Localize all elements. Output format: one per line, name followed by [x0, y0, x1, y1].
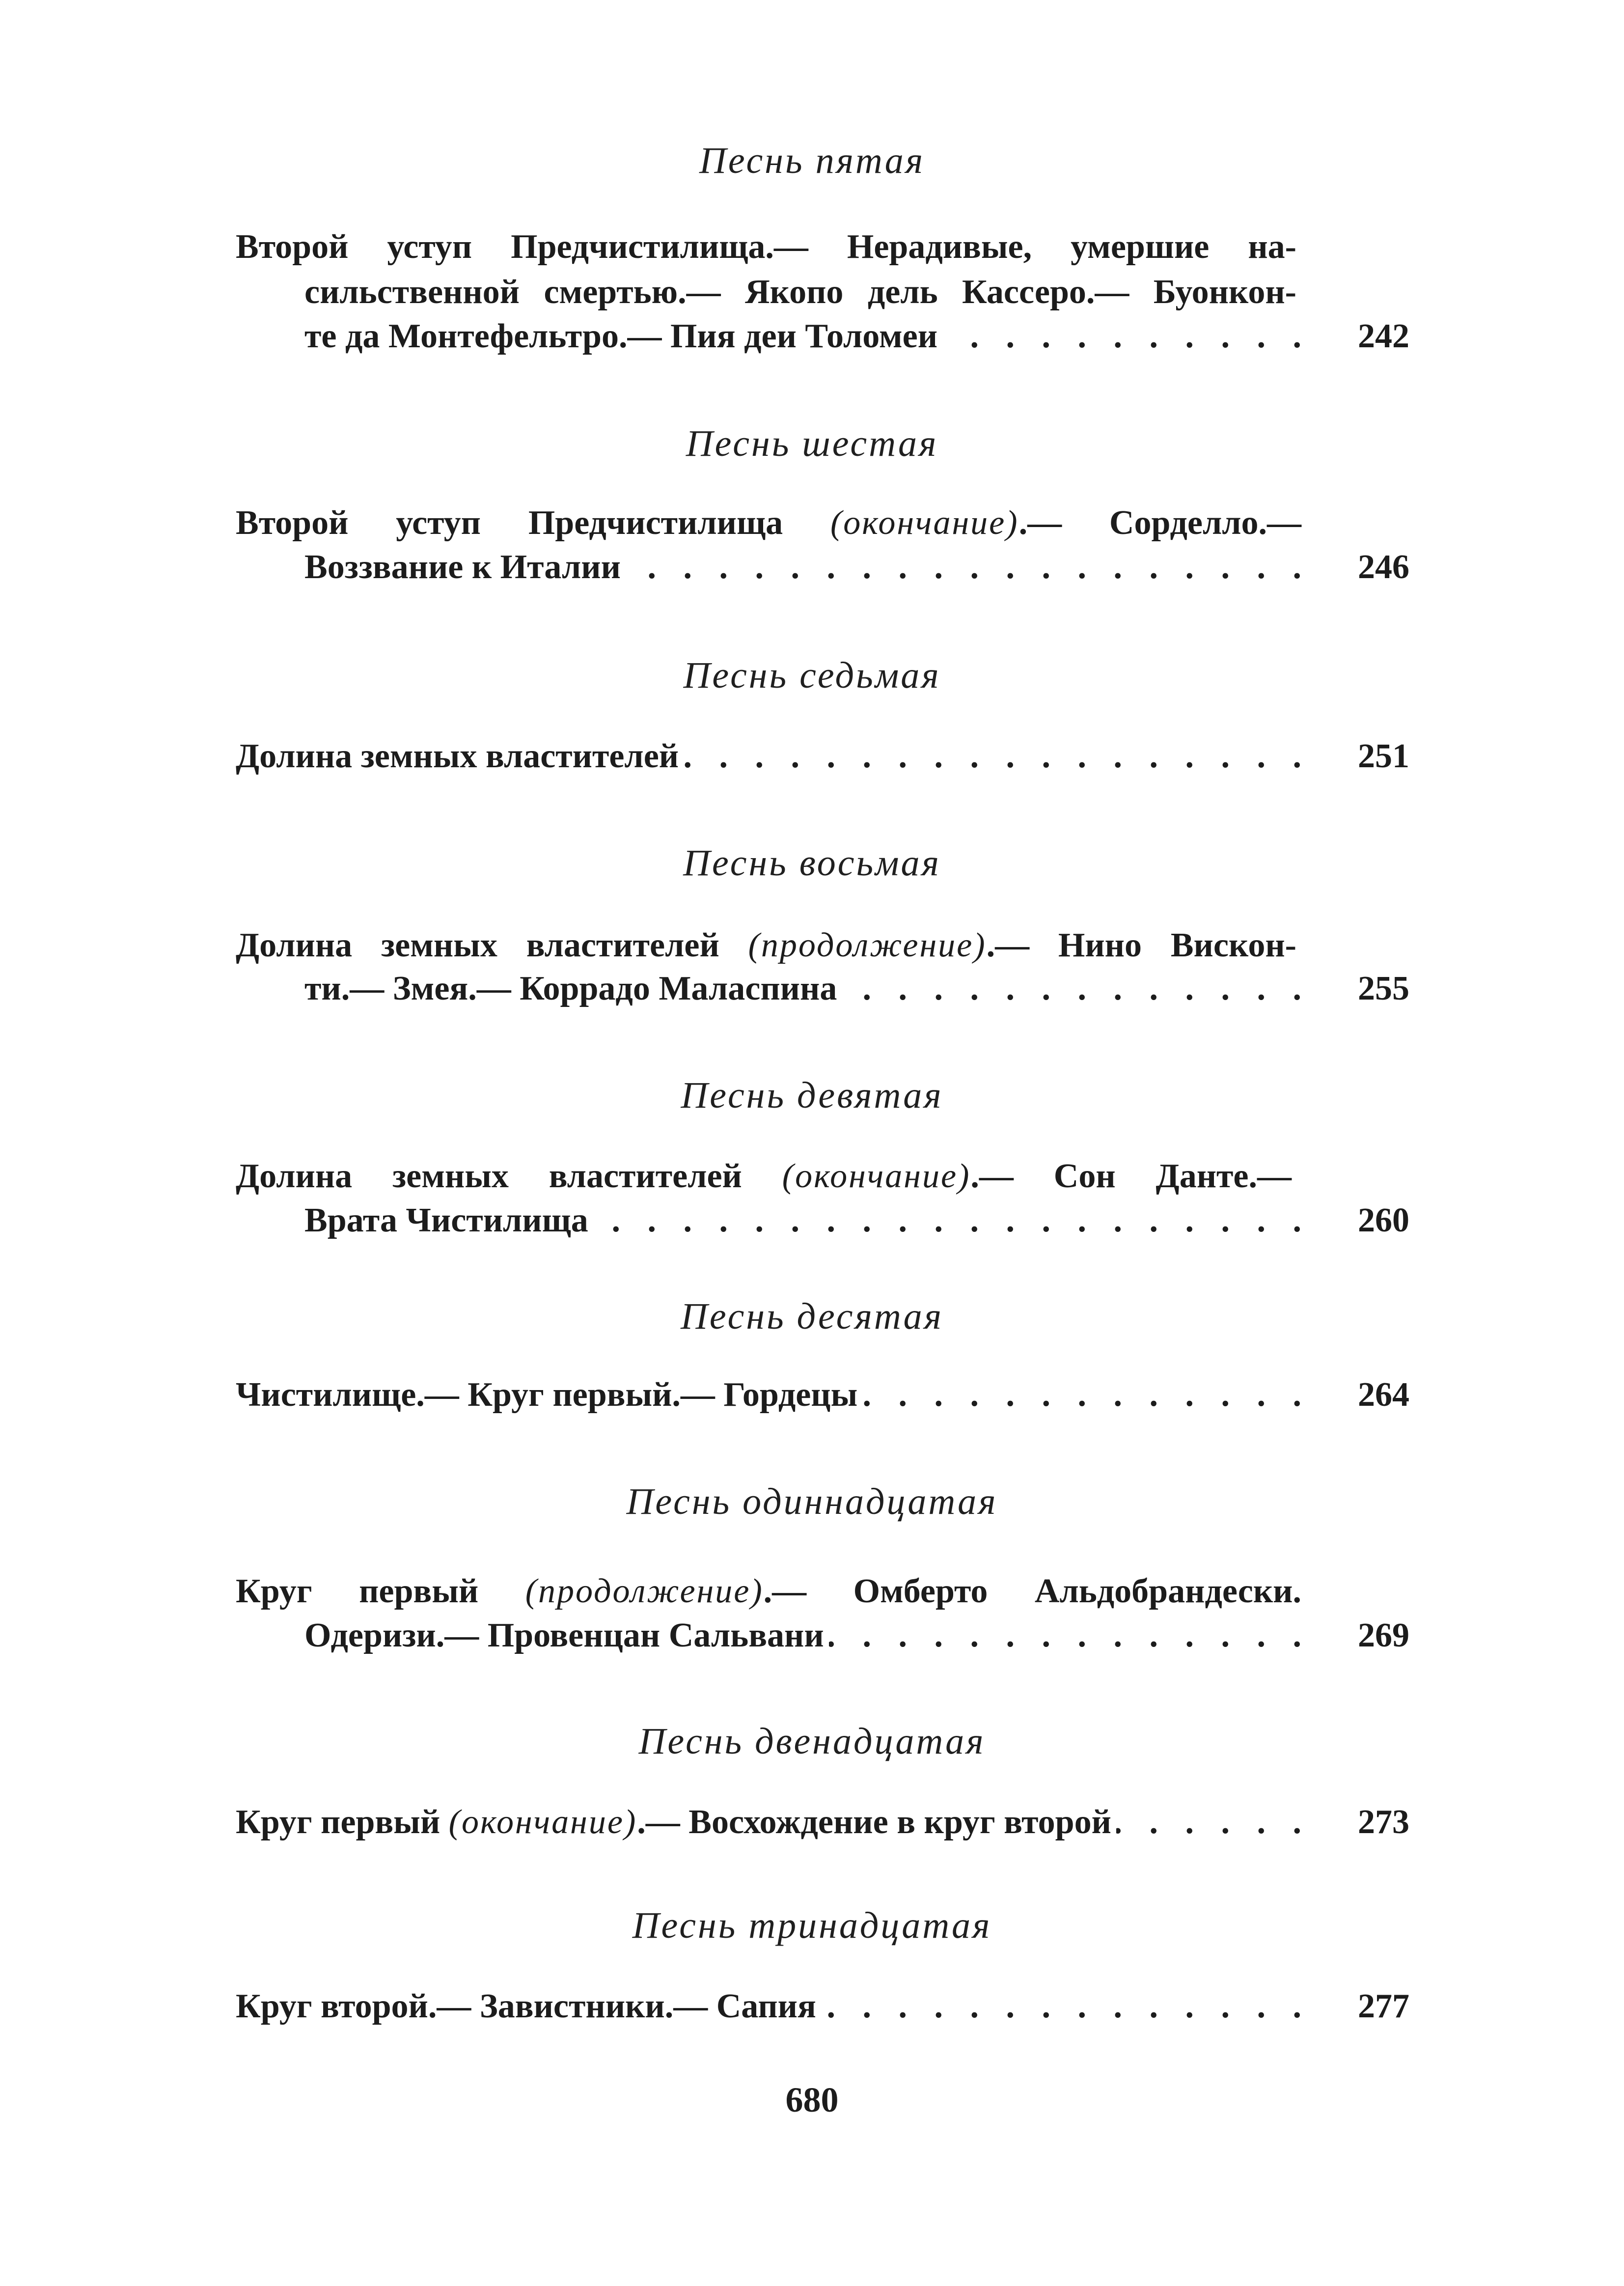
page-number: 260 — [1358, 1201, 1409, 1239]
toc-entry-text: Долина земных властителей — [236, 926, 748, 964]
page-number: 246 — [1358, 548, 1409, 586]
dot-leader — [942, 314, 1301, 359]
toc-entry-text — [236, 1800, 1111, 1844]
dot-leader — [829, 1614, 1301, 1658]
toc-entry-line — [236, 923, 1296, 968]
page-number: 255 — [1358, 970, 1409, 1007]
toc-entry-text: .— Омберто Альдобрандески. — [763, 1572, 1302, 1610]
dot-leader — [626, 545, 1301, 589]
toc-entry-text: Круг второй.— Завистники.— Сапия — [236, 1987, 816, 2025]
toc-entry-line: Второй уступ Предчистилища.— Нерадивые, умершие на- — [236, 228, 1296, 266]
dot-leader — [1116, 1800, 1301, 1844]
dot-leader — [862, 1373, 1301, 1417]
canto-heading: Песнь двенадцатая — [638, 1721, 986, 1762]
toc-entry-line-leader — [304, 967, 1301, 1011]
toc-entry-text: .— Сорделло.— — [1018, 504, 1302, 542]
toc-entry-line-leader — [304, 314, 1301, 359]
toc-entry-emphasis: (продолжение) — [525, 1572, 764, 1610]
toc-entry-line — [236, 501, 1301, 545]
toc-entry-line-leader — [236, 1984, 1301, 2029]
toc-entry-text: Врата Чистилища — [304, 1201, 588, 1239]
toc-entry-line-leader — [304, 1614, 1301, 1658]
toc-entry-line-leader — [236, 1373, 1301, 1417]
toc-entry-emphasis: (окончание) — [830, 504, 1019, 542]
toc-entry-line: сильственной смертью.— Якопо дель Кассеро.— Буонкон- — [304, 273, 1296, 311]
toc-entry-line — [236, 1569, 1301, 1614]
canto-heading: Песнь седьмая — [683, 655, 941, 696]
toc-entry-text: Воззвание к Италии — [304, 548, 621, 586]
toc-entry-emphasis: (окончание) — [448, 1803, 637, 1841]
canto-heading: Песнь шестая — [686, 423, 938, 464]
dot-leader — [593, 1199, 1301, 1243]
toc-entry-text: Второй уступ Предчистилища — [236, 504, 830, 542]
toc-entry-emphasis: (продолжение) — [748, 926, 987, 964]
toc-entry-text: ти.— Змея.— Коррадо Маласпина — [304, 970, 837, 1007]
toc-entry-line — [236, 1154, 1292, 1199]
toc-entry-text: Круг первый — [236, 1572, 525, 1610]
page-number: 264 — [1358, 1376, 1409, 1414]
toc-entry-line-leader — [304, 545, 1301, 589]
toc-entry-text: Долина земных властителей — [236, 737, 679, 775]
page-number: 273 — [1358, 1803, 1409, 1841]
dot-leader — [821, 1984, 1301, 2029]
toc-entry-emphasis: (окончание) — [782, 1157, 971, 1195]
toc-entry-text: Одеризи.— Провенцан Сальвани — [304, 1617, 824, 1654]
canto-heading: Песнь одиннадцатая — [626, 1481, 998, 1522]
canto-heading: Песнь восьмая — [683, 842, 941, 884]
canto-heading: Песнь десятая — [681, 1296, 943, 1337]
page-number: 277 — [1358, 1987, 1409, 2025]
toc-entry-line-leader — [304, 1199, 1301, 1243]
page-number: 269 — [1358, 1617, 1409, 1654]
toc-entry-text: .— Восхождение в круг второй — [637, 1803, 1111, 1841]
dot-leader — [842, 967, 1301, 1011]
toc-entry-text: Долина земных властителей — [236, 1157, 782, 1195]
toc-entry-line-leader — [236, 734, 1301, 779]
page-number: 251 — [1358, 737, 1409, 775]
page-number: 242 — [1358, 317, 1409, 355]
canto-heading: Песнь тринадцатая — [632, 1905, 992, 1946]
toc-entry-text: .— Нино Вискон- — [986, 926, 1296, 964]
toc-entry-text: Чистилище.— Круг первый.— Гордецы — [236, 1376, 858, 1414]
dot-leader — [684, 734, 1301, 779]
toc-entry-line-leader — [236, 1800, 1301, 1844]
canto-heading: Песнь девятая — [681, 1075, 943, 1116]
folio-page-number: 680 — [785, 2080, 839, 2119]
canto-heading: Песнь пятая — [699, 140, 925, 181]
toc-entry-text: Круг первый — [236, 1803, 449, 1841]
toc-entry-text: те да Монтефельтро.— Пия деи Толомеи — [304, 317, 938, 355]
toc-entry-text: .— Сон Данте.— — [970, 1157, 1292, 1195]
